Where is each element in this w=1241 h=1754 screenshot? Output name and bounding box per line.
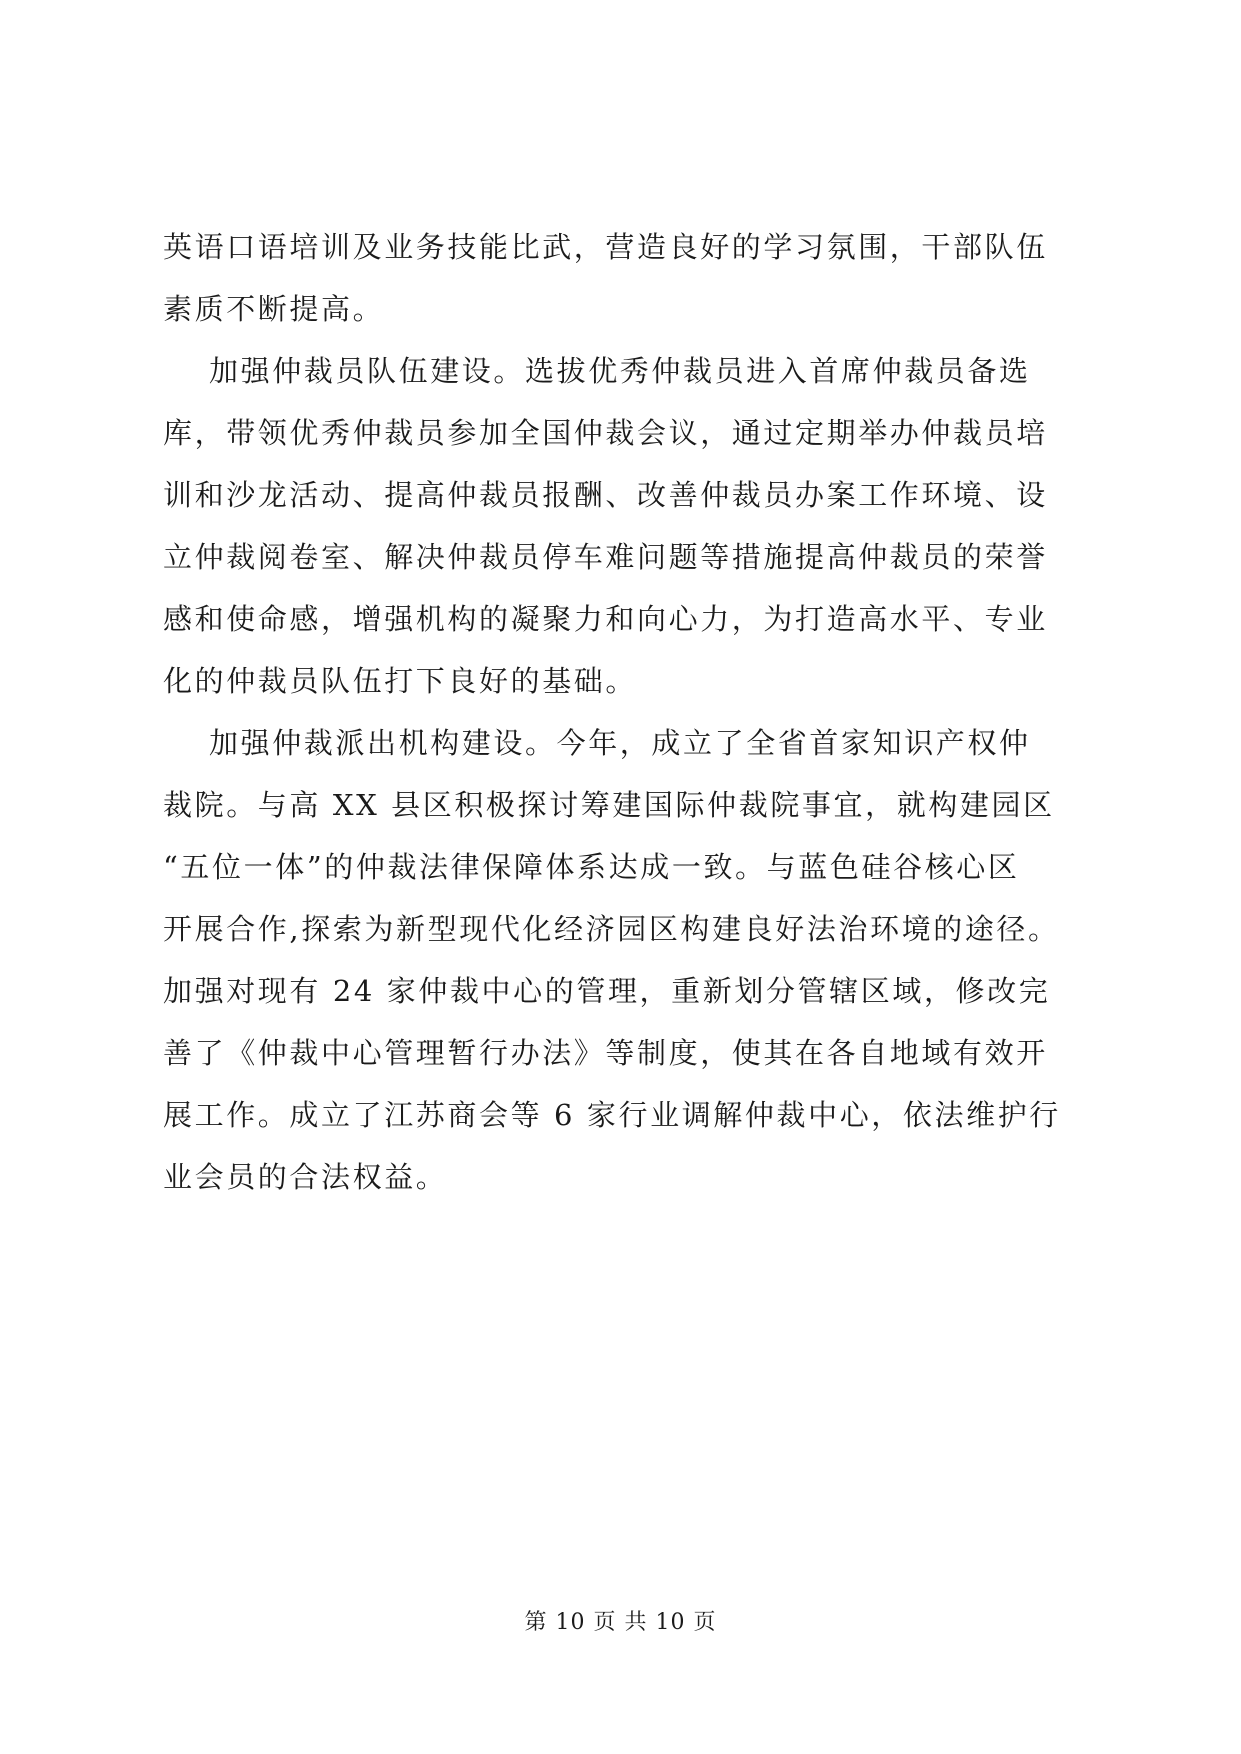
text-line: 立仲裁阅卷室、解决仲裁员停车难问题等措施提高仲裁员的荣誉 — [163, 540, 1048, 574]
paragraph-start-line: 加强仲裁员队伍建设。选拔优秀仲裁员进入首席仲裁员备选 — [209, 354, 1031, 388]
text-line: 素质不断提高。 — [163, 292, 385, 326]
text-line: 展工作。成立了江苏商会等 6 家行业调解仲裁中心，依法维护行 — [163, 1098, 1061, 1132]
text-line: 英语口语培训及业务技能比武，营造良好的学习氛围，干部队伍 — [163, 230, 1048, 264]
page-number-footer: 第 10 页 共 10 页 — [524, 1610, 717, 1635]
text-line: 业会员的合法权益。 — [163, 1160, 448, 1194]
text-line: 加强对现有 24 家仲裁中心的管理，重新划分管辖区域，修改完 — [163, 974, 1051, 1008]
paragraph-start-line: 加强仲裁派出机构建设。今年，成立了全省首家知识产权仲 — [209, 726, 1031, 760]
text-line: 开展合作,探索为新型现代化经济园区构建良好法治环境的途径。 — [163, 912, 1060, 946]
text-line: “五位一体”的仲裁法律保障体系达成一致。与蓝色硅谷核心区 — [163, 850, 1020, 884]
text-line: 训和沙龙活动、提高仲裁员报酬、改善仲裁员办案工作环境、设 — [163, 478, 1048, 512]
text-line: 化的仲裁员队伍打下良好的基础。 — [163, 664, 638, 698]
text-line: 库，带领优秀仲裁员参加全国仲裁会议，通过定期举办仲裁员培 — [163, 416, 1048, 450]
text-line: 善了《仲裁中心管理暂行办法》等制度，使其在各自地域有效开 — [163, 1036, 1048, 1070]
text-line: 感和使命感，增强机构的凝聚力和向心力，为打造高水平、专业 — [163, 602, 1048, 636]
text-line: 裁院。与高 XX 县区积极探讨筹建国际仲裁院事宜，就构建园区 — [163, 788, 1055, 822]
